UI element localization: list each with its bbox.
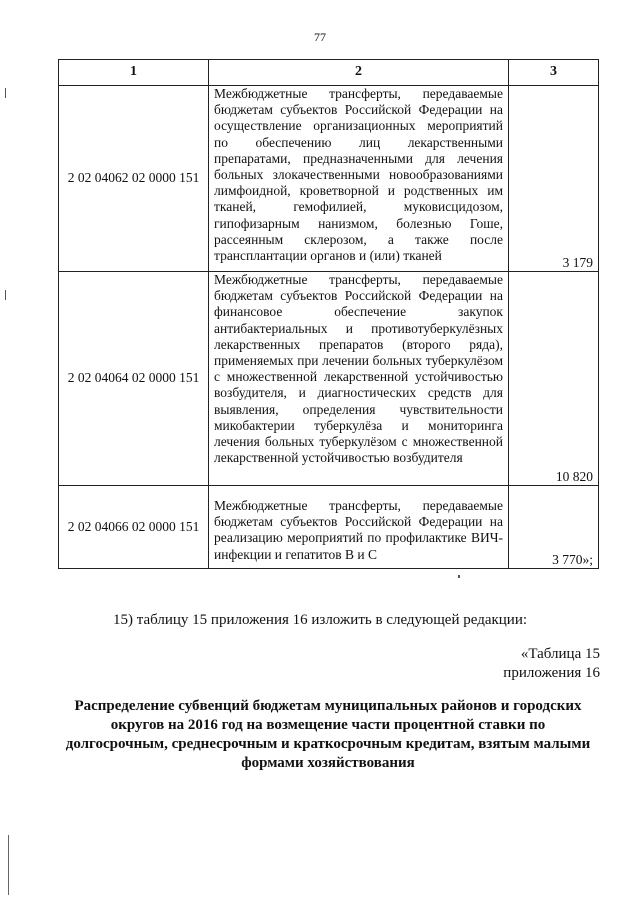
budget-code-cell: 2 02 04066 02 0000 151 [59, 486, 209, 569]
table-row [59, 86, 599, 272]
scan-mark [458, 575, 460, 578]
amount-cell: 3 770»; [509, 486, 599, 569]
budget-table [58, 59, 599, 569]
description-cell: Межбюджетные трансферты, передаваемые бюджетам субъектов Российской Федерации на осуществление организационных мероприятий по обеспечению лиц лекарственными препаратами, предназначенными для лечения больных злокачественными новообразованиями лимфоидной, кроветворной и родственных им тканей, гемофилией, муковисцидозом, гипофизарным нанизмом, болезнью Гоше, рассеянным склерозом, а также после трансплантации органов и (или) тканей [209, 86, 509, 272]
table-reference-line: «Таблица 15 [520, 646, 600, 662]
amount-cell: 10 820 [509, 272, 599, 486]
amendment-instruction: 15) таблицу 15 приложения 16 изложить в следующей редакции: [112, 612, 528, 628]
budget-code-cell: 2 02 04064 02 0000 151 [59, 272, 209, 486]
column-header-description: 2 [209, 60, 509, 86]
description-cell: Межбюджетные трансферты, передаваемые бюджетам субъектов Российской Федерации на реализацию мероприятий по профилактике ВИЧ-инфекции и гепатитов B и C [209, 486, 509, 569]
table-reference [503, 645, 600, 683]
page-number: 77 [314, 30, 326, 44]
scan-mark [5, 290, 6, 300]
section-title: Распределение субвенций бюджетам муниципальных районов и городских округов на 2016 год на возмещение части процентной ставки по долгосрочным, среднесрочным и краткосрочным кредитам, взятым малыми формами хозяйствования [65, 698, 591, 771]
table-reference-line: приложения 16 [503, 665, 600, 681]
scan-edge-line [8, 835, 9, 895]
table-header-row [59, 60, 599, 86]
table-row [59, 272, 599, 486]
column-header-code: 1 [59, 60, 209, 86]
column-header-amount: 3 [509, 60, 599, 86]
description-cell: Межбюджетные трансферты, передаваемые бюджетам субъектов Российской Федерации на финансовое обеспечение закупок антибактериальных и противотуберкулёзных лекарственных препаратов (второго ряда), применяемых при лечении больных туберкулёзом с множественной лекарственной устойчивостью возбудителя, и диагностических средств для выявления, определения чувствительности микобактерии туберкулёза и мониторинга лечения больных туберкулёзом с множественной лекарственной устойчивостью возбудителя [209, 272, 509, 486]
table-row [59, 486, 599, 569]
scan-mark [5, 88, 6, 98]
budget-code-cell: 2 02 04062 02 0000 151 [59, 86, 209, 272]
amount-cell: 3 179 [509, 86, 599, 272]
